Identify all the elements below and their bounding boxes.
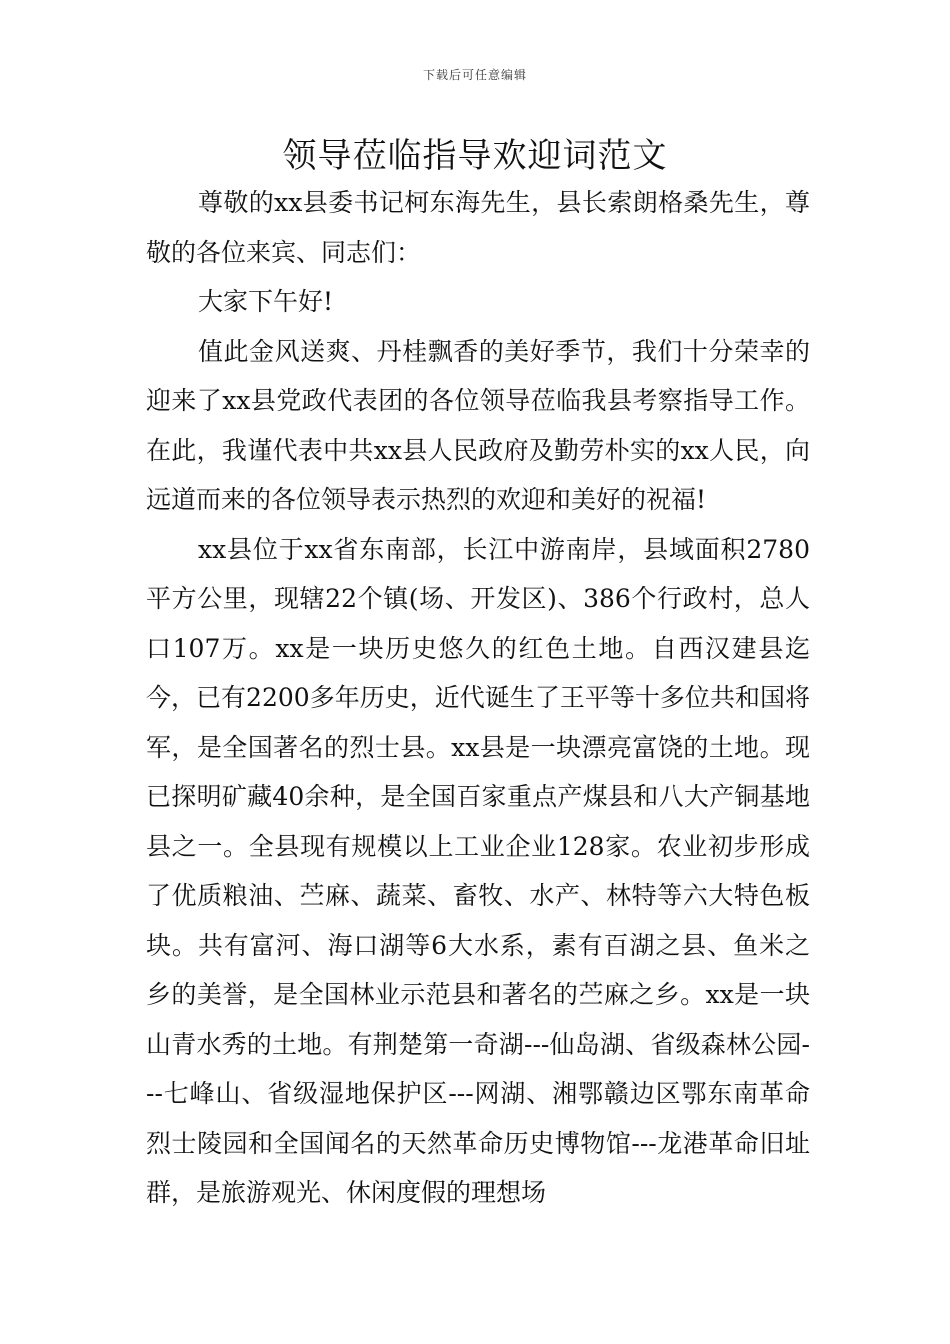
paragraph-welcome: 值此金风送爽、丹桂飘香的美好季节，我们十分荣幸的迎来了xx县党政代表团的各位领导莅临我县考察指导工作。在此，我谨代表中共xx县人民政府及勤劳朴实的xx人民，向远道而来的各位领导表示热烈的欢迎和美好的祝福! [146, 336, 810, 514]
paragraph-greeting: 大家下午好! [198, 287, 334, 316]
paragraph-county-intro: xx县位于xx省东南部，长江中游南岸，县域面积2780平方公里，现辖22个镇(场、开发区)、386个行政村，总人口107万。xx是一块历史悠久的红色土地。自西汉建县迄今，已有2200多年历史，近代诞生了王平等十多位共和国将军，是全国著名的烈士县。xx县是一块漂亮富饶的土地。现已探明矿藏40余种，是全国百家重点产煤县和八大产铜基地县之一。全县现有规模以上工业企业128家。农业初步形成了优质粮油、苎麻、蔬菜、畜牧、水产、林特等六大特色板块。共有富河、海口湖等6大水系，素有百湖之县、鱼米之乡的美誉，是全国林业示范县和著名的苎麻之乡。xx是一块山青水秀的土地。有荆楚第一奇湖---仙岛湖、省级森林公园---七峰山、省级湿地保护区---网湖、湘鄂赣边区鄂东南革命烈士陵园和全国闻名的天然革命历史博物馆---龙港革命旧址群，是旅游观光、休闲度假的理想场 [146, 534, 810, 1207]
paragraph-salutation: 尊敬的xx县委书记柯东海先生，县长索朗格桑先生，尊敬的各位来宾、同志们： [146, 188, 810, 267]
header-note: 下载后可任意编辑 [422, 68, 527, 82]
document-body [146, 178, 810, 1218]
document-title: 领导莅临指导欢迎词范文 [282, 136, 668, 176]
